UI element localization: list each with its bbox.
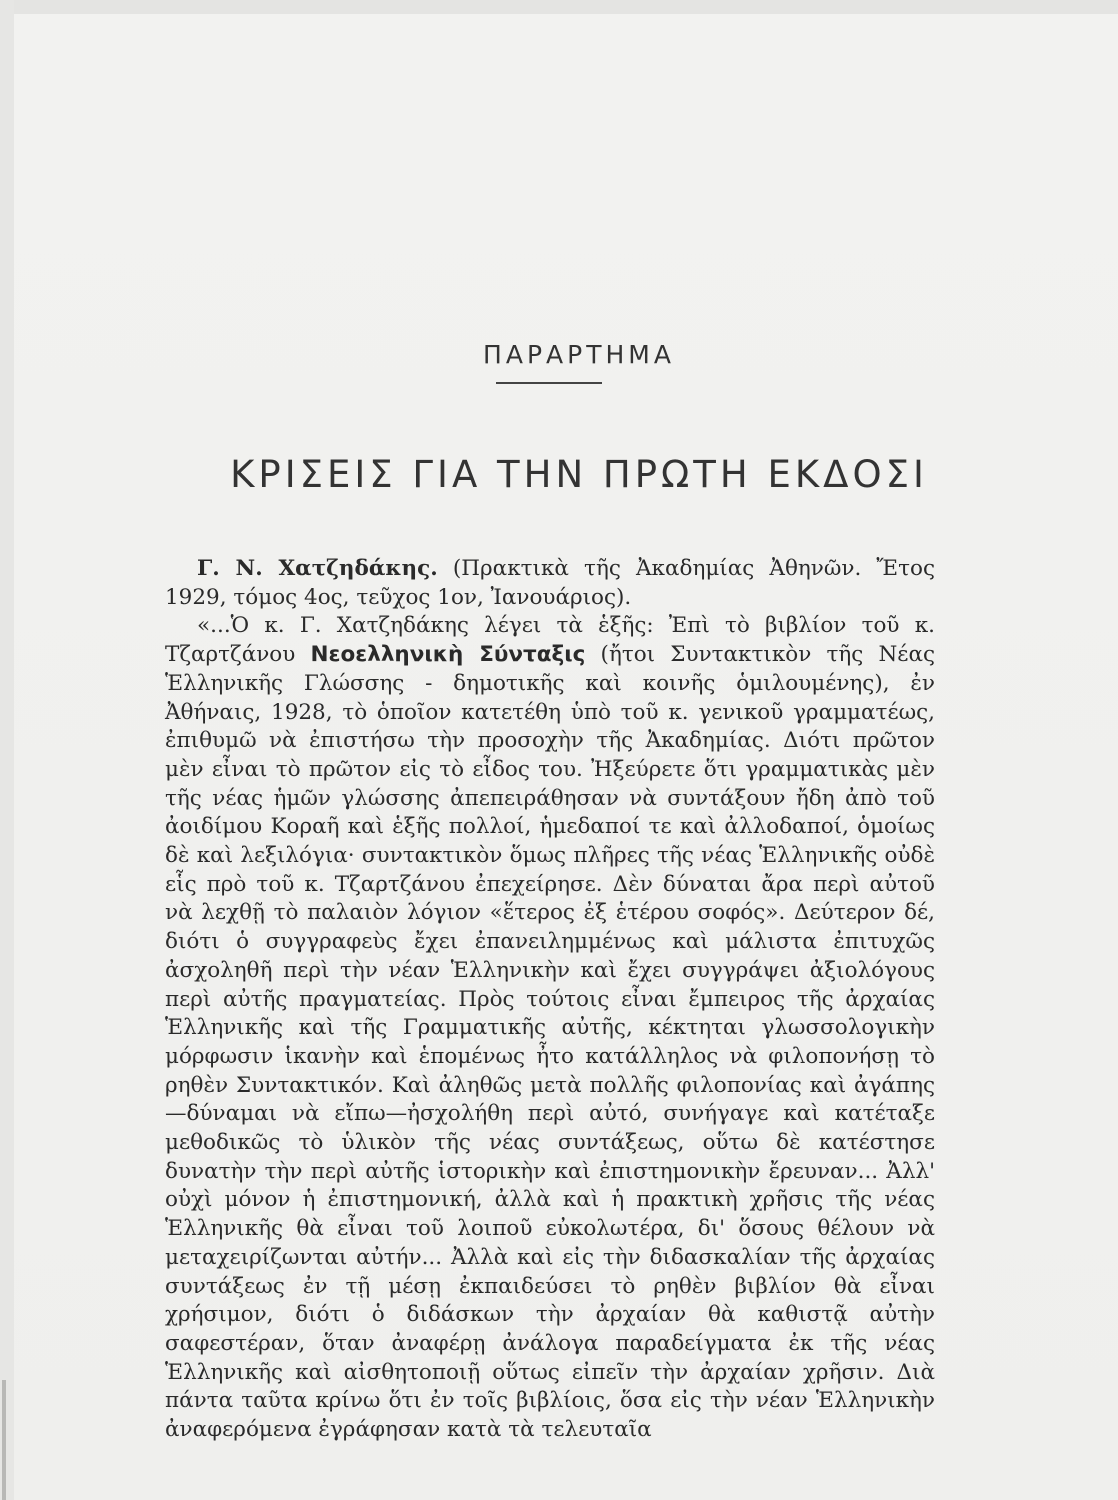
binding-shadow [2, 1380, 6, 1500]
review-citation [165, 555, 935, 612]
book-title: Νεοελληνικὴ Σύνταξις [310, 642, 586, 668]
review-author: Γ. Ν. Χατζηδάκης. [197, 556, 438, 581]
section-title: ΚΡΙΣΕΙΣ ΓΙΑ ΤΗΝ ΠΡΩΤΗ ΕΚΔΟΣΙ [230, 453, 928, 496]
quote-start: «...Ὁ κ. Γ. Χατζηδάκης λέγει τὰ ἑξῆς: Ἐπὶ τὸ βιβλίον τοῦ κ. Τζαρτζάνου [165, 613, 935, 668]
page-left-edge [0, 0, 14, 1500]
heading-divider [496, 382, 602, 384]
review-source: (Πρακτικὰ τῆς Ἀκαδημίας Ἀθηνῶν. Ἔτος 1929, τόμος 4ος, τεῦχος 1ον, Ἰανουάριος). [165, 556, 935, 610]
appendix-heading: ΠΑΡΑΡΤΗΜΑ [483, 340, 675, 369]
review-quote [165, 612, 935, 1444]
page-top-edge [0, 0, 1118, 14]
quote-body: (ἤτοι Συντακτικὸν τῆς Νέας Ἑλληνικῆς Γλώσσης - δημοτικῆς καὶ κοινῆς ὁμιλουμένης), ἐν Ἀθήναις, 1928, τὸ ὁποῖον κατετέθη ὑπὸ τοῦ κ. γενικοῦ γραμματέως, ἐπιθυμῶ νὰ ἐπιστήσω τὴν προσοχὴν τῆς Ἀκαδημίας. Διότι πρῶτον μὲν εἶναι τὸ πρῶτον εἰς τὸ εἶδος του. Ἠξεύρετε ὅτι γραμματικὰς μὲν τῆς νέας ἡμῶν γλώσσης ἀπεπειράθησαν νὰ συντάξουν ἤδη ἀπὸ τοῦ ἀοιδίμου Κοραῆ καὶ ἑξῆς πολλοί, ἡμεδαποί τε καὶ ἀλλοδαποί, ὁμοίως δὲ καὶ λεξιλόγια· συντακτικὸν ὅμως πλῆρες τῆς νέας Ἑλληνικῆς οὐδὲ εἷς πρὸ τοῦ κ. Τζαρτζάνου ἐπεχείρησε. Δὲν δύναται ἄρα περὶ αὐτοῦ νὰ λεχθῇ τὸ παλαιὸν λόγιον «ἕτερος ἐξ ἑτέρου σοφός». Δεύτερον δέ, διότι ὁ συγγραφεὺς ἔχει ἐπανειλημμένως καὶ μάλιστα ἐπιτυχῶς ἀσχοληθῆ περὶ τὴν νέαν Ἑλληνικὴν καὶ ἔχει συγγράψει ἀξιολόγους περὶ αὐτῆς πραγματείας. Πρὸς τούτοις εἶναι ἔμπειρος τῆς ἀρχαίας Ἑλληνικῆς καὶ τῆς Γραμματικῆς αὐτῆς, κέκτηται γλωσσολογικὴν μόρφωσιν ἱκανὴν καὶ ἑπομένως ἦτο κατάλληλος νὰ φιλοπονήσῃ τὸ ρηθὲν Συντακτικόν. Καὶ ἀληθῶς μετὰ πολλῆς φιλοπονίας καὶ ἀγάπης—δύναμαι νὰ εἴπω—ἠσχολήθη περὶ αὐτό, συνήγαγε καὶ κατέταξε μεθοδικῶς τὸ ὑλικὸν τῆς νέας συντάξεως, οὕτω δὲ κατέστησε δυνατὴν τὴν περὶ αὐτῆς ἱστορικὴν καὶ ἐπιστημονικὴν ἔρευναν... Ἀλλ' οὐχὶ μόνον ἡ ἐπιστημονική, ἀλλὰ καὶ ἡ πρακτικὴ χρῆσις τῆς νέας Ἑλληνικῆς θὰ εἶναι τοῦ λοιποῦ εὐκολωτέρα, δι' ὅσους θέλουν νὰ μεταχειρίζωνται αὐτήν... Ἀλλὰ καὶ εἰς τὴν διδασκαλίαν τῆς ἀρχαίας συντάξεως ἐν τῇ μέσῃ ἐκπαιδεύσει τὸ ρηθὲν βιβλίον θὰ εἶναι χρήσιμον, διότι ὁ διδάσκων τὴν ἀρχαίαν θὰ καθιστᾷ αὐτὴν σαφεστέραν, ὅταν ἀναφέρῃ ἀνάλογα παραδείγματα ἐκ τῆς νέας Ἑλληνικῆς καὶ αἰσθητοποιῇ οὕτως εἰπεῖν τὴν ἀρχαίαν χρῆσιν. Διὰ πάντα ταῦτα κρίνω ὅτι ἐν τοῖς βιβλίοις, ὅσα εἰς τὴν νέαν Ἑλληνικὴν ἀναφερόμενα ἐγράφησαν κατὰ τὰ τελευταῖα [165, 642, 935, 1443]
review-text [165, 555, 935, 1445]
